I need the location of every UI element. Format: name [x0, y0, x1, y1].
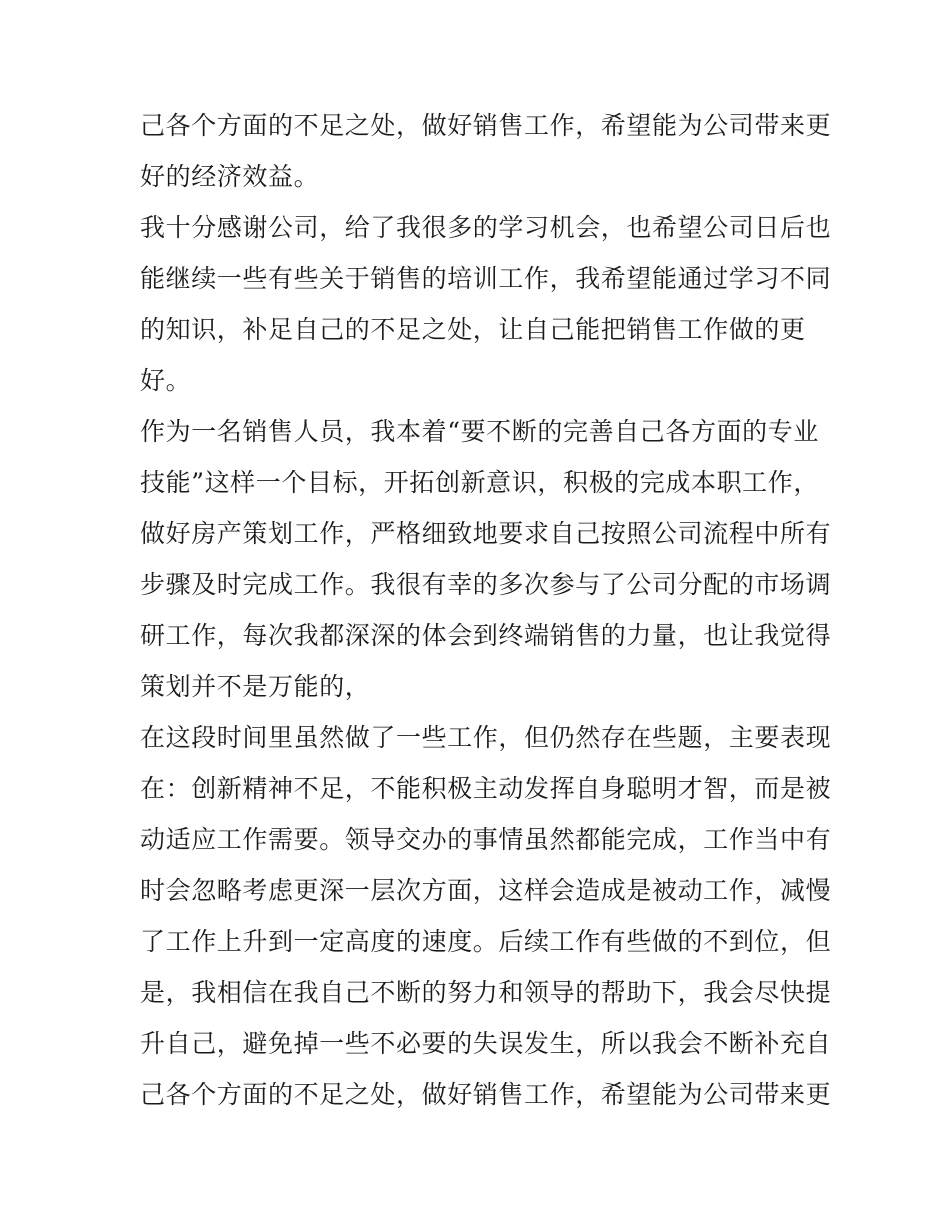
text-line-15: 动适应工作需要。领导交办的事情虽然都能完成，工作当中有 [140, 825, 832, 854]
text-line-2: 好的经济效益。 [140, 162, 320, 191]
text-line-10: 步骤及时完成工作。我很有幸的多次参与了公司分配的市场调 [140, 570, 832, 599]
text-line-5: 的知识，补足自己的不足之处，让自己能把销售工作做的更 [140, 315, 806, 344]
text-line-16: 时会忽略考虑更深一层次方面，这样会造成是被动工作，减慢 [140, 876, 832, 905]
text-line-18: 是，我相信在我自己不断的努力和领导的帮助下，我会尽快提 [140, 978, 832, 1007]
text-line-17: 了工作上升到一定高度的速度。后续工作有些做的不到位，但 [140, 927, 832, 956]
document-body [140, 100, 832, 1120]
text-line-3: 我十分感谢公司，给了我很多的学习机会，也希望公司日后也 [140, 213, 832, 242]
text-line-7: 作为一名销售人员，我本着“要不断的完善自己各方面的专业 [140, 417, 819, 446]
text-line-14: 在：创新精神不足，不能积极主动发挥自身聪明才智，而是被 [140, 774, 832, 803]
text-line-6: 好。 [140, 366, 192, 395]
text-line-1: 己各个方面的不足之处，做好销售工作，希望能为公司带来更 [140, 111, 832, 140]
text-line-19: 升自己，避免掉一些不必要的失误发生，所以我会不断补充自 [140, 1029, 832, 1058]
text-line-8: 技能”这样一个目标，开拓创新意识，积极的完成本职工作， [140, 468, 819, 497]
text-line-4: 能继续一些有些关于销售的培训工作，我希望能通过学习不同 [140, 264, 832, 293]
text-line-20: 己各个方面的不足之处，做好销售工作，希望能为公司带来更 [140, 1080, 832, 1109]
text-line-12: 策划并不是万能的， [140, 672, 371, 701]
text-line-11: 研工作，每次我都深深的体会到终端销售的力量，也让我觉得 [140, 621, 832, 650]
text-line-13: 在这段时间里虽然做了一些工作，但仍然存在些题，主要表现 [140, 723, 832, 752]
text-line-9: 做好房产策划工作，严格细致地要求自己按照公司流程中所有 [140, 519, 832, 548]
